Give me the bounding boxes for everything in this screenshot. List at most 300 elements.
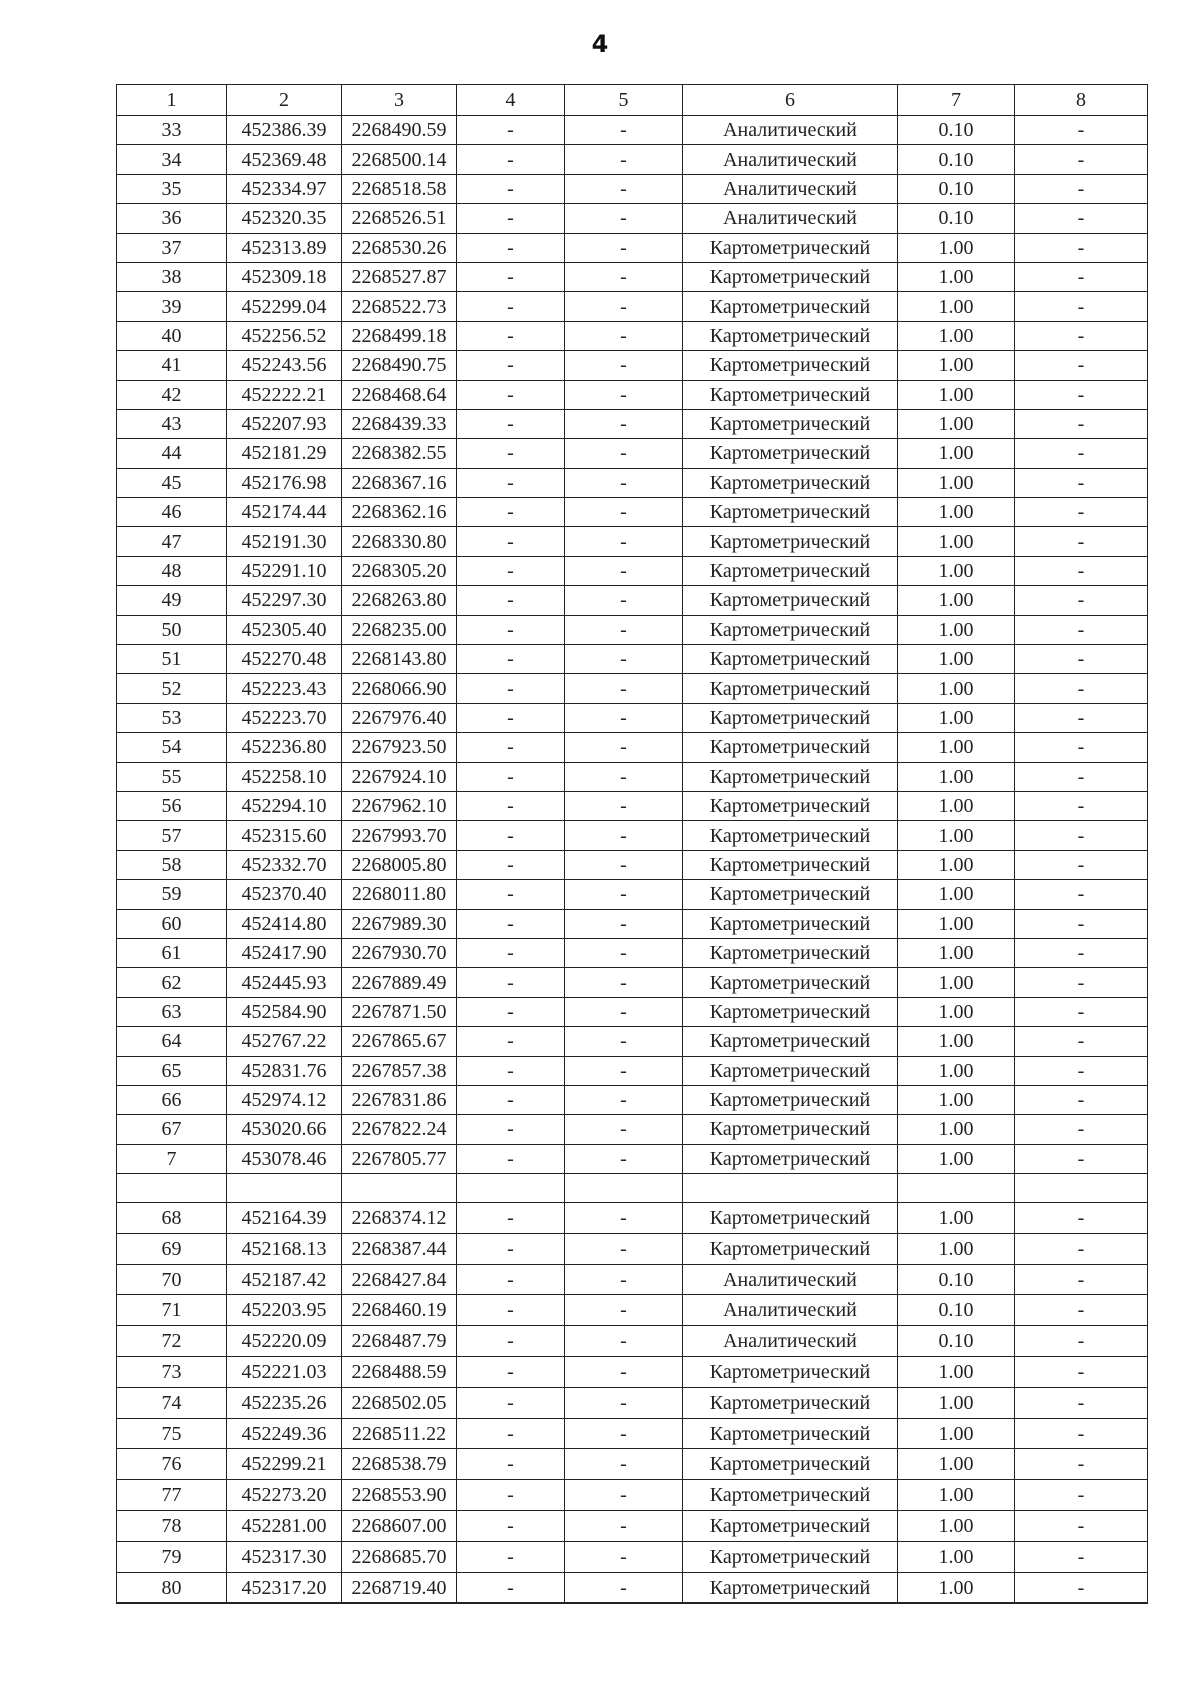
cell-method: Картометрический (683, 321, 898, 350)
cell-point-number: 61 (117, 938, 227, 967)
cell-col-5: - (565, 116, 683, 145)
cell-col-5: - (565, 1541, 683, 1572)
cell-col-8: - (1015, 821, 1148, 850)
cell-x-coordinate: 453078.46 (227, 1144, 342, 1173)
cell-col-5: - (565, 880, 683, 909)
cell-method: Картометрический (683, 556, 898, 585)
table-row (117, 204, 1148, 233)
table-row (117, 821, 1148, 850)
cell-x-coordinate: 452207.93 (227, 409, 342, 438)
table-row (117, 938, 1148, 967)
cell-accuracy: 1.00 (898, 968, 1015, 997)
cell-point-number: 7 (117, 1144, 227, 1173)
cell-col-4: - (457, 1387, 565, 1418)
cell-col-5: - (565, 1418, 683, 1449)
table-row (117, 233, 1148, 262)
table-row (117, 1357, 1148, 1388)
cell-accuracy: 1.00 (898, 1056, 1015, 1085)
cell-point-number: 53 (117, 703, 227, 732)
cell-col-5: - (565, 1203, 683, 1234)
table-row (117, 1572, 1148, 1603)
cell-col-5: - (565, 1056, 683, 1085)
cell-col-8: - (1015, 968, 1148, 997)
cell-x-coordinate: 452203.95 (227, 1295, 342, 1326)
cell-col-8: - (1015, 880, 1148, 909)
cell-col-4: - (457, 1418, 565, 1449)
cell-x-coordinate: 452191.30 (227, 527, 342, 556)
cell-accuracy: 1.00 (898, 938, 1015, 967)
cell-point-number: 48 (117, 556, 227, 585)
cell-x-coordinate: 452294.10 (227, 791, 342, 820)
cell-point-number: 80 (117, 1572, 227, 1603)
column-header-5: 5 (565, 85, 683, 116)
cell-method: Картометрический (683, 821, 898, 850)
cell-method: Аналитический (683, 174, 898, 203)
cell-x-coordinate: 452174.44 (227, 498, 342, 527)
cell-point-number: 73 (117, 1357, 227, 1388)
cell-method: Картометрический (683, 233, 898, 262)
cell-col-5: - (565, 586, 683, 615)
cell-col-5: - (565, 1115, 683, 1144)
cell-col-8: - (1015, 321, 1148, 350)
cell-accuracy: 1.00 (898, 1233, 1015, 1264)
cell-x-coordinate: 452187.42 (227, 1264, 342, 1295)
cell-accuracy: 1.00 (898, 1511, 1015, 1542)
cell-method: Картометрический (683, 997, 898, 1026)
cell-x-coordinate: 452417.90 (227, 938, 342, 967)
empty-separator-row (117, 1174, 1148, 1203)
cell-method: Картометрический (683, 1144, 898, 1173)
cell-col-5: - (565, 498, 683, 527)
cell-col-8: - (1015, 1085, 1148, 1114)
empty-cell (457, 1174, 565, 1203)
cell-y-coordinate: 2268719.40 (342, 1572, 457, 1603)
cell-accuracy: 1.00 (898, 733, 1015, 762)
cell-x-coordinate: 452297.30 (227, 586, 342, 615)
cell-col-8: - (1015, 1027, 1148, 1056)
cell-point-number: 34 (117, 145, 227, 174)
cell-point-number: 70 (117, 1264, 227, 1295)
cell-accuracy: 0.10 (898, 204, 1015, 233)
cell-x-coordinate: 452181.29 (227, 439, 342, 468)
cell-col-4: - (457, 1480, 565, 1511)
cell-accuracy: 1.00 (898, 1541, 1015, 1572)
cell-point-number: 45 (117, 468, 227, 497)
cell-method: Картометрический (683, 615, 898, 644)
cell-col-4: - (457, 1027, 565, 1056)
table-row (117, 733, 1148, 762)
cell-accuracy: 1.00 (898, 909, 1015, 938)
cell-method: Аналитический (683, 1295, 898, 1326)
table-row (117, 1203, 1148, 1234)
cell-x-coordinate: 452249.36 (227, 1418, 342, 1449)
cell-col-5: - (565, 791, 683, 820)
cell-col-5: - (565, 233, 683, 262)
cell-point-number: 35 (117, 174, 227, 203)
table-row (117, 674, 1148, 703)
cell-accuracy: 1.00 (898, 409, 1015, 438)
empty-cell (227, 1174, 342, 1203)
cell-accuracy: 1.00 (898, 997, 1015, 1026)
page-number: 4 (591, 30, 609, 58)
cell-col-5: - (565, 1387, 683, 1418)
cell-col-4: - (457, 615, 565, 644)
cell-y-coordinate: 2268460.19 (342, 1295, 457, 1326)
cell-col-4: - (457, 556, 565, 585)
table-row (117, 762, 1148, 791)
table-row (117, 968, 1148, 997)
cell-point-number: 76 (117, 1449, 227, 1480)
cell-col-8: - (1015, 1418, 1148, 1449)
cell-point-number: 49 (117, 586, 227, 615)
cell-col-4: - (457, 880, 565, 909)
cell-col-8: - (1015, 674, 1148, 703)
cell-col-5: - (565, 468, 683, 497)
cell-x-coordinate: 452273.20 (227, 1480, 342, 1511)
cell-accuracy: 1.00 (898, 380, 1015, 409)
table-row (117, 997, 1148, 1026)
cell-point-number: 44 (117, 439, 227, 468)
cell-x-coordinate: 452258.10 (227, 762, 342, 791)
cell-accuracy: 1.00 (898, 821, 1015, 850)
cell-y-coordinate: 2268005.80 (342, 850, 457, 879)
cell-col-4: - (457, 1085, 565, 1114)
empty-cell (898, 1174, 1015, 1203)
cell-col-8: - (1015, 1144, 1148, 1173)
cell-col-4: - (457, 174, 565, 203)
cell-col-4: - (457, 380, 565, 409)
table-row (117, 791, 1148, 820)
cell-method: Картометрический (683, 468, 898, 497)
cell-y-coordinate: 2268527.87 (342, 262, 457, 291)
cell-col-4: - (457, 351, 565, 380)
cell-col-8: - (1015, 1511, 1148, 1542)
cell-y-coordinate: 2268522.73 (342, 292, 457, 321)
cell-method: Картометрический (683, 380, 898, 409)
cell-col-8: - (1015, 1203, 1148, 1234)
cell-x-coordinate: 452317.20 (227, 1572, 342, 1603)
cell-col-4: - (457, 791, 565, 820)
cell-col-5: - (565, 409, 683, 438)
table-row (117, 1233, 1148, 1264)
cell-col-4: - (457, 733, 565, 762)
cell-col-4: - (457, 262, 565, 291)
cell-col-4: - (457, 321, 565, 350)
cell-method: Картометрический (683, 1233, 898, 1264)
cell-y-coordinate: 2268362.16 (342, 498, 457, 527)
cell-x-coordinate: 452315.60 (227, 821, 342, 850)
cell-col-5: - (565, 703, 683, 732)
cell-y-coordinate: 2268468.64 (342, 380, 457, 409)
cell-point-number: 37 (117, 233, 227, 262)
cell-method: Картометрический (683, 292, 898, 321)
cell-col-8: - (1015, 262, 1148, 291)
cell-y-coordinate: 2268502.05 (342, 1387, 457, 1418)
table-row (117, 527, 1148, 556)
empty-cell (565, 1174, 683, 1203)
cell-point-number: 33 (117, 116, 227, 145)
cell-point-number: 62 (117, 968, 227, 997)
table-row (117, 439, 1148, 468)
cell-point-number: 78 (117, 1511, 227, 1542)
cell-y-coordinate: 2267805.77 (342, 1144, 457, 1173)
table-row (117, 556, 1148, 585)
table-row (117, 615, 1148, 644)
cell-x-coordinate: 452243.56 (227, 351, 342, 380)
cell-y-coordinate: 2267930.70 (342, 938, 457, 967)
table-row (117, 1115, 1148, 1144)
cell-point-number: 63 (117, 997, 227, 1026)
cell-accuracy: 1.00 (898, 586, 1015, 615)
cell-col-4: - (457, 1115, 565, 1144)
cell-y-coordinate: 2268490.75 (342, 351, 457, 380)
cell-col-5: - (565, 1264, 683, 1295)
cell-col-8: - (1015, 791, 1148, 820)
cell-col-5: - (565, 527, 683, 556)
cell-col-5: - (565, 615, 683, 644)
cell-y-coordinate: 2268330.80 (342, 527, 457, 556)
cell-method: Аналитический (683, 204, 898, 233)
cell-col-8: - (1015, 1264, 1148, 1295)
cell-y-coordinate: 2267989.30 (342, 909, 457, 938)
cell-col-4: - (457, 997, 565, 1026)
cell-y-coordinate: 2267831.86 (342, 1085, 457, 1114)
cell-y-coordinate: 2268538.79 (342, 1449, 457, 1480)
cell-x-coordinate: 452584.90 (227, 997, 342, 1026)
cell-accuracy: 1.00 (898, 1203, 1015, 1234)
cell-y-coordinate: 2268530.26 (342, 233, 457, 262)
column-header-8: 8 (1015, 85, 1148, 116)
table-row (117, 145, 1148, 174)
cell-col-8: - (1015, 380, 1148, 409)
cell-col-8: - (1015, 586, 1148, 615)
cell-col-4: - (457, 850, 565, 879)
cell-y-coordinate: 2267923.50 (342, 733, 457, 762)
cell-x-coordinate: 452164.39 (227, 1203, 342, 1234)
cell-col-8: - (1015, 1056, 1148, 1085)
cell-accuracy: 1.00 (898, 1449, 1015, 1480)
cell-accuracy: 1.00 (898, 556, 1015, 585)
cell-accuracy: 1.00 (898, 1480, 1015, 1511)
cell-accuracy: 1.00 (898, 880, 1015, 909)
cell-point-number: 64 (117, 1027, 227, 1056)
cell-accuracy: 1.00 (898, 262, 1015, 291)
cell-y-coordinate: 2268011.80 (342, 880, 457, 909)
cell-col-4: - (457, 233, 565, 262)
cell-x-coordinate: 452334.97 (227, 174, 342, 203)
cell-y-coordinate: 2267962.10 (342, 791, 457, 820)
table-row (117, 909, 1148, 938)
cell-col-4: - (457, 645, 565, 674)
cell-col-8: - (1015, 1449, 1148, 1480)
cell-method: Картометрический (683, 1418, 898, 1449)
cell-point-number: 39 (117, 292, 227, 321)
cell-col-8: - (1015, 938, 1148, 967)
cell-method: Картометрический (683, 1480, 898, 1511)
cell-col-8: - (1015, 1233, 1148, 1264)
cell-y-coordinate: 2268500.14 (342, 145, 457, 174)
cell-accuracy: 1.00 (898, 615, 1015, 644)
cell-x-coordinate: 452414.80 (227, 909, 342, 938)
cell-x-coordinate: 452299.21 (227, 1449, 342, 1480)
cell-col-4: - (457, 1541, 565, 1572)
cell-col-8: - (1015, 1326, 1148, 1357)
cell-y-coordinate: 2268499.18 (342, 321, 457, 350)
cell-method: Картометрический (683, 439, 898, 468)
cell-accuracy: 1.00 (898, 791, 1015, 820)
cell-accuracy: 1.00 (898, 674, 1015, 703)
cell-col-4: - (457, 1449, 565, 1480)
table-row (117, 321, 1148, 350)
cell-col-5: - (565, 821, 683, 850)
cell-x-coordinate: 452370.40 (227, 880, 342, 909)
cell-col-5: - (565, 262, 683, 291)
cell-accuracy: 0.10 (898, 1295, 1015, 1326)
cell-method: Картометрический (683, 880, 898, 909)
cell-y-coordinate: 2268382.55 (342, 439, 457, 468)
cell-col-8: - (1015, 733, 1148, 762)
cell-accuracy: 1.00 (898, 321, 1015, 350)
table-row (117, 409, 1148, 438)
cell-col-5: - (565, 204, 683, 233)
cell-method: Картометрический (683, 1203, 898, 1234)
cell-y-coordinate: 2268387.44 (342, 1233, 457, 1264)
table-row (117, 1264, 1148, 1295)
cell-x-coordinate: 452445.93 (227, 968, 342, 997)
cell-x-coordinate: 452270.48 (227, 645, 342, 674)
cell-col-8: - (1015, 409, 1148, 438)
cell-point-number: 71 (117, 1295, 227, 1326)
cell-col-8: - (1015, 1295, 1148, 1326)
cell-method: Картометрический (683, 791, 898, 820)
cell-col-8: - (1015, 116, 1148, 145)
cell-col-5: - (565, 1572, 683, 1603)
cell-col-5: - (565, 733, 683, 762)
cell-accuracy: 0.10 (898, 174, 1015, 203)
table-row (117, 703, 1148, 732)
cell-y-coordinate: 2268305.20 (342, 556, 457, 585)
cell-col-4: - (457, 292, 565, 321)
cell-method: Аналитический (683, 1264, 898, 1295)
cell-col-4: - (457, 409, 565, 438)
table-row (117, 1085, 1148, 1114)
cell-col-5: - (565, 1233, 683, 1264)
cell-y-coordinate: 2268367.16 (342, 468, 457, 497)
cell-accuracy: 0.10 (898, 1326, 1015, 1357)
cell-point-number: 72 (117, 1326, 227, 1357)
cell-col-4: - (457, 468, 565, 497)
cell-point-number: 51 (117, 645, 227, 674)
cell-col-5: - (565, 1449, 683, 1480)
cell-col-8: - (1015, 292, 1148, 321)
cell-col-5: - (565, 1357, 683, 1388)
cell-col-4: - (457, 1264, 565, 1295)
table-row (117, 1449, 1148, 1480)
cell-col-8: - (1015, 909, 1148, 938)
coordinates-table (116, 84, 1148, 1604)
empty-cell (1015, 1174, 1148, 1203)
cell-col-4: - (457, 1203, 565, 1234)
cell-col-5: - (565, 1085, 683, 1114)
cell-point-number: 69 (117, 1233, 227, 1264)
cell-x-coordinate: 452222.21 (227, 380, 342, 409)
cell-y-coordinate: 2267865.67 (342, 1027, 457, 1056)
table-body (117, 85, 1148, 1604)
cell-accuracy: 1.00 (898, 498, 1015, 527)
cell-y-coordinate: 2268607.00 (342, 1511, 457, 1542)
table-row (117, 1056, 1148, 1085)
cell-method: Картометрический (683, 762, 898, 791)
column-header-3: 3 (342, 85, 457, 116)
cell-accuracy: 1.00 (898, 1115, 1015, 1144)
cell-method: Картометрический (683, 1056, 898, 1085)
column-header-1: 1 (117, 85, 227, 116)
table-row (117, 645, 1148, 674)
empty-cell (342, 1174, 457, 1203)
table-row (117, 116, 1148, 145)
cell-y-coordinate: 2268374.12 (342, 1203, 457, 1234)
cell-point-number: 38 (117, 262, 227, 291)
cell-method: Картометрический (683, 645, 898, 674)
column-header-4: 4 (457, 85, 565, 116)
cell-accuracy: 1.00 (898, 468, 1015, 497)
table-row (117, 292, 1148, 321)
cell-y-coordinate: 2268263.80 (342, 586, 457, 615)
cell-y-coordinate: 2268427.84 (342, 1264, 457, 1295)
cell-method: Картометрический (683, 1085, 898, 1114)
cell-col-5: - (565, 1511, 683, 1542)
cell-col-8: - (1015, 1572, 1148, 1603)
cell-col-5: - (565, 1295, 683, 1326)
cell-point-number: 75 (117, 1418, 227, 1449)
cell-method: Картометрический (683, 1357, 898, 1388)
cell-x-coordinate: 452291.10 (227, 556, 342, 585)
cell-method: Картометрический (683, 850, 898, 879)
cell-accuracy: 0.10 (898, 145, 1015, 174)
cell-col-8: - (1015, 997, 1148, 1026)
cell-accuracy: 1.00 (898, 1085, 1015, 1114)
cell-point-number: 59 (117, 880, 227, 909)
cell-col-4: - (457, 968, 565, 997)
cell-col-4: - (457, 1326, 565, 1357)
cell-method: Аналитический (683, 116, 898, 145)
cell-method: Картометрический (683, 409, 898, 438)
cell-x-coordinate: 452309.18 (227, 262, 342, 291)
cell-method: Картометрический (683, 1387, 898, 1418)
cell-col-8: - (1015, 351, 1148, 380)
cell-accuracy: 1.00 (898, 1027, 1015, 1056)
cell-point-number: 66 (117, 1085, 227, 1114)
cell-x-coordinate: 452767.22 (227, 1027, 342, 1056)
cell-col-5: - (565, 145, 683, 174)
cell-col-5: - (565, 351, 683, 380)
cell-x-coordinate: 452236.80 (227, 733, 342, 762)
cell-col-4: - (457, 116, 565, 145)
table-row (117, 498, 1148, 527)
cell-col-8: - (1015, 527, 1148, 556)
cell-point-number: 57 (117, 821, 227, 850)
cell-point-number: 42 (117, 380, 227, 409)
cell-x-coordinate: 452176.98 (227, 468, 342, 497)
cell-method: Картометрический (683, 498, 898, 527)
cell-x-coordinate: 452221.03 (227, 1357, 342, 1388)
cell-x-coordinate: 452281.00 (227, 1511, 342, 1542)
cell-y-coordinate: 2268490.59 (342, 116, 457, 145)
cell-y-coordinate: 2268488.59 (342, 1357, 457, 1388)
cell-method: Картометрический (683, 262, 898, 291)
cell-point-number: 46 (117, 498, 227, 527)
table-row (117, 880, 1148, 909)
